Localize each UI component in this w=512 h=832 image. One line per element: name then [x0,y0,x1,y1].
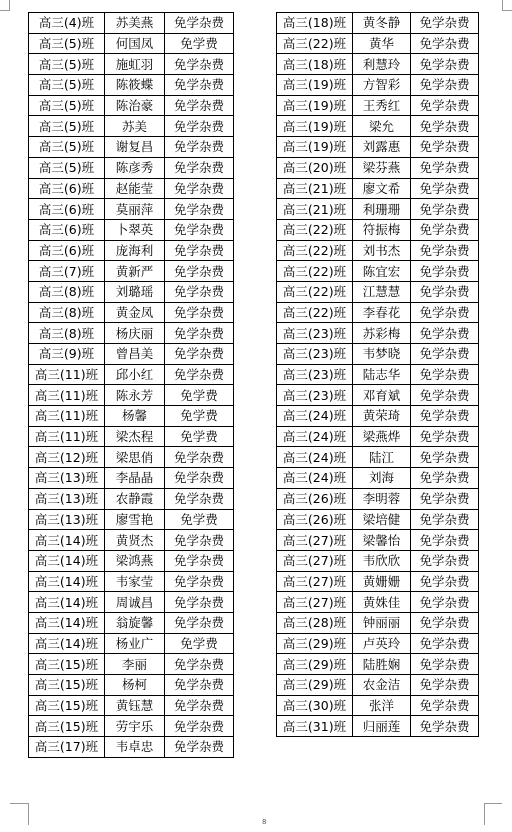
fee-type-cell: 免学杂费 [165,157,234,178]
class-cell: 高三(14)班 [29,530,105,551]
student-name-cell: 陆江 [353,447,411,468]
fee-type-cell: 免学杂费 [411,592,479,613]
student-name-cell: 卜翠英 [105,219,165,240]
table-row [29,695,234,716]
student-name-cell: 周诚昌 [105,592,165,613]
fee-type-cell: 免学杂费 [165,612,234,633]
student-name-cell: 陆胜娴 [353,654,411,675]
student-name-cell: 利珊珊 [353,199,411,220]
student-name-cell: 梁鸿燕 [105,550,165,571]
student-name-cell: 陈宜宏 [353,261,411,282]
fee-type-cell: 免学杂费 [411,75,479,96]
fee-type-cell: 免学杂费 [165,137,234,158]
fee-type-cell: 免学杂费 [165,695,234,716]
class-cell: 高三(23)班 [277,364,353,385]
student-name-cell: 农金洁 [353,675,411,696]
student-name-cell: 刘书杰 [353,240,411,261]
student-name-cell: 庞海利 [105,240,165,261]
student-name-cell: 黄姗姗 [353,571,411,592]
fee-type-cell: 免学杂费 [411,612,479,633]
crop-mark-bottom-right [484,803,502,804]
student-name-cell: 翁旋馨 [105,612,165,633]
fee-type-cell: 免学杂费 [165,447,234,468]
table-row [277,675,479,696]
student-name-cell: 陈治豪 [105,95,165,116]
student-name-cell: 陈永芳 [105,385,165,406]
fee-type-cell: 免学杂费 [411,654,479,675]
class-cell: 高三(21)班 [277,178,353,199]
fee-type-cell: 免学杂费 [411,137,479,158]
class-cell: 高三(15)班 [29,716,105,737]
class-cell: 高三(8)班 [29,281,105,302]
student-name-cell: 梁允 [353,116,411,137]
class-cell: 高三(18)班 [277,13,353,34]
class-cell: 高三(11)班 [29,406,105,427]
fee-type-cell: 免学杂费 [165,281,234,302]
student-fee-table-right [276,12,479,737]
student-name-cell: 廖雪艳 [105,509,165,530]
student-name-cell: 李春花 [353,302,411,323]
student-name-cell: 施虹羽 [105,54,165,75]
table-row [277,530,479,551]
table-row [277,13,479,34]
fee-type-cell: 免学杂费 [411,550,479,571]
class-cell: 高三(14)班 [29,571,105,592]
student-name-cell: 钟丽丽 [353,612,411,633]
table-row [29,261,234,282]
student-name-cell: 梁燕烨 [353,426,411,447]
table-row [29,344,234,365]
class-cell: 高三(14)班 [29,550,105,571]
table-row [29,302,234,323]
crop-mark-bottom-left [28,803,29,825]
student-name-cell: 莫丽萍 [105,199,165,220]
student-name-cell: 归丽莲 [353,716,411,737]
student-name-cell: 黄钰慧 [105,695,165,716]
fee-type-cell: 免学杂费 [165,323,234,344]
fee-type-cell: 免学杂费 [165,488,234,509]
fee-type-cell: 免学杂费 [165,654,234,675]
fee-type-cell: 免学杂费 [411,468,479,489]
class-cell: 高三(14)班 [29,633,105,654]
table-row [29,571,234,592]
fee-type-cell: 免学杂费 [411,530,479,551]
fee-type-cell: 免学杂费 [411,509,479,530]
student-name-cell: 梁杰程 [105,426,165,447]
fee-type-cell: 免学杂费 [411,33,479,54]
fee-type-cell: 免学杂费 [165,240,234,261]
student-name-cell: 刘露惠 [353,137,411,158]
table-row [29,364,234,385]
class-cell: 高三(27)班 [277,530,353,551]
table-row [29,281,234,302]
table-row [29,592,234,613]
fee-type-cell: 免学杂费 [165,571,234,592]
class-cell: 高三(26)班 [277,509,353,530]
table-row [29,530,234,551]
fee-type-cell: 免学杂费 [165,530,234,551]
fee-type-cell: 免学杂费 [411,633,479,654]
class-cell: 高三(15)班 [29,654,105,675]
fee-type-cell: 免学杂费 [411,695,479,716]
class-cell: 高三(5)班 [29,33,105,54]
class-cell: 高三(5)班 [29,157,105,178]
fee-type-cell: 免学费 [165,633,234,654]
fee-type-cell: 免学杂费 [165,468,234,489]
student-name-cell: 黄荣琦 [353,406,411,427]
class-cell: 高三(24)班 [277,447,353,468]
class-cell: 高三(14)班 [29,612,105,633]
table-row [277,240,479,261]
table-row [29,323,234,344]
student-name-cell: 韦梦晓 [353,344,411,365]
crop-mark-bottom-left [10,803,28,804]
table-row [29,612,234,633]
class-cell: 高三(13)班 [29,488,105,509]
class-cell: 高三(29)班 [277,675,353,696]
class-cell: 高三(24)班 [277,426,353,447]
table-row [277,364,479,385]
student-name-cell: 苏美 [105,116,165,137]
student-name-cell: 张洋 [353,695,411,716]
table-row [29,157,234,178]
fee-type-cell: 免学杂费 [165,737,234,758]
class-cell: 高三(5)班 [29,137,105,158]
class-cell: 高三(22)班 [277,281,353,302]
class-cell: 高三(8)班 [29,302,105,323]
fee-type-cell: 免学杂费 [411,240,479,261]
student-name-cell: 韦欣欣 [353,550,411,571]
student-name-cell: 卢英玲 [353,633,411,654]
table-row [277,323,479,344]
fee-type-cell: 免学费 [165,509,234,530]
fee-type-cell: 免学杂费 [165,302,234,323]
table-row [29,75,234,96]
fee-type-cell: 免学杂费 [411,302,479,323]
table-row [277,592,479,613]
student-name-cell: 陆志华 [353,364,411,385]
class-cell: 高三(5)班 [29,54,105,75]
class-cell: 高三(13)班 [29,509,105,530]
class-cell: 高三(26)班 [277,488,353,509]
table-row [29,737,234,758]
class-cell: 高三(6)班 [29,219,105,240]
fee-type-cell: 免学杂费 [165,716,234,737]
student-name-cell: 江慧慧 [353,281,411,302]
student-name-cell: 黄金凤 [105,302,165,323]
crop-mark-top-right [502,0,503,10]
student-name-cell: 李丽 [105,654,165,675]
table-row [277,633,479,654]
class-cell: 高三(23)班 [277,344,353,365]
table-row [277,509,479,530]
table-row [277,695,479,716]
class-cell: 高三(19)班 [277,95,353,116]
table-row [29,488,234,509]
fee-type-cell: 免学杂费 [165,261,234,282]
table-row [29,137,234,158]
fee-type-cell: 免学杂费 [165,54,234,75]
student-name-cell: 劳宇乐 [105,716,165,737]
table-row [277,447,479,468]
student-name-cell: 邓育斌 [353,385,411,406]
student-name-cell: 黄华 [353,33,411,54]
table-row [277,157,479,178]
student-name-cell: 何国凤 [105,33,165,54]
table-row [277,199,479,220]
student-name-cell: 曾昌美 [105,344,165,365]
table-row [29,178,234,199]
student-name-cell: 李晶晶 [105,468,165,489]
table-row [277,75,479,96]
table-row [29,385,234,406]
student-name-cell: 梁馨怡 [353,530,411,551]
fee-type-cell: 免学杂费 [165,364,234,385]
student-name-cell: 杨庆丽 [105,323,165,344]
class-cell: 高三(6)班 [29,178,105,199]
class-cell: 高三(29)班 [277,633,353,654]
student-name-cell: 利慧玲 [353,54,411,75]
table-row [29,199,234,220]
table-row [29,550,234,571]
class-cell: 高三(7)班 [29,261,105,282]
fee-type-cell: 免学杂费 [411,447,479,468]
table-row [277,281,479,302]
table-row [277,219,479,240]
student-name-cell: 赵能莹 [105,178,165,199]
student-name-cell: 梁思俏 [105,447,165,468]
table-row [277,654,479,675]
class-cell: 高三(27)班 [277,550,353,571]
fee-type-cell: 免学杂费 [411,95,479,116]
table-row [277,468,479,489]
class-cell: 高三(6)班 [29,199,105,220]
table-row [277,344,479,365]
table-row [29,54,234,75]
class-cell: 高三(4)班 [29,13,105,34]
class-cell: 高三(28)班 [277,612,353,633]
student-name-cell: 李明蓉 [353,488,411,509]
table-row [29,633,234,654]
fee-type-cell: 免学杂费 [411,116,479,137]
fee-type-cell: 免学杂费 [411,178,479,199]
table-row [277,426,479,447]
fee-type-cell: 免学费 [165,426,234,447]
fee-type-cell: 免学杂费 [411,54,479,75]
class-cell: 高三(19)班 [277,75,353,96]
table-row [29,447,234,468]
class-cell: 高三(11)班 [29,385,105,406]
fee-type-cell: 免学杂费 [411,323,479,344]
fee-type-cell: 免学杂费 [411,281,479,302]
fee-type-cell: 免学杂费 [165,592,234,613]
table-row [277,302,479,323]
class-cell: 高三(5)班 [29,75,105,96]
table-row [277,571,479,592]
table-body [29,13,234,758]
fee-type-cell: 免学杂费 [411,571,479,592]
class-cell: 高三(8)班 [29,323,105,344]
student-name-cell: 王秀红 [353,95,411,116]
class-cell: 高三(11)班 [29,364,105,385]
crop-mark-bottom-right [484,803,485,825]
student-name-cell: 黄姝佳 [353,592,411,613]
student-name-cell: 陈筱蝶 [105,75,165,96]
class-cell: 高三(24)班 [277,468,353,489]
student-name-cell: 刘璐瑶 [105,281,165,302]
fee-type-cell: 免学杂费 [411,716,479,737]
student-name-cell: 苏彩梅 [353,323,411,344]
student-name-cell: 杨业广 [105,633,165,654]
student-name-cell: 农静霞 [105,488,165,509]
fee-type-cell: 免学杂费 [411,199,479,220]
table-body [277,13,479,737]
crop-mark-top-right [502,10,512,11]
class-cell: 高三(27)班 [277,571,353,592]
fee-type-cell: 免学杂费 [411,488,479,509]
crop-mark-top-left [9,0,10,10]
class-cell: 高三(5)班 [29,116,105,137]
table-row [277,116,479,137]
student-name-cell: 符振梅 [353,219,411,240]
table-row [277,178,479,199]
class-cell: 高三(18)班 [277,54,353,75]
student-name-cell: 陈彦秀 [105,157,165,178]
fee-type-cell: 免学杂费 [411,385,479,406]
fee-type-cell: 免学杂费 [411,344,479,365]
class-cell: 高三(22)班 [277,261,353,282]
table-row [277,406,479,427]
class-cell: 高三(22)班 [277,302,353,323]
student-name-cell: 韦卓忠 [105,737,165,758]
class-cell: 高三(19)班 [277,116,353,137]
fee-type-cell: 免学杂费 [411,157,479,178]
table-row [29,509,234,530]
table-row [29,654,234,675]
class-cell: 高三(24)班 [277,406,353,427]
table-row [29,240,234,261]
fee-type-cell: 免学杂费 [165,116,234,137]
fee-type-cell: 免学杂费 [411,261,479,282]
class-cell: 高三(23)班 [277,323,353,344]
table-row [277,95,479,116]
class-cell: 高三(11)班 [29,426,105,447]
student-name-cell: 方智彩 [353,75,411,96]
student-name-cell: 廖文希 [353,178,411,199]
fee-type-cell: 免学杂费 [411,406,479,427]
table-row [29,406,234,427]
class-cell: 高三(27)班 [277,592,353,613]
table-row [277,54,479,75]
class-cell: 高三(30)班 [277,695,353,716]
student-name-cell: 黄冬静 [353,13,411,34]
fee-type-cell: 免学杂费 [165,219,234,240]
table-row [29,33,234,54]
table-row [29,426,234,447]
table-row [29,95,234,116]
student-name-cell: 谢复昌 [105,137,165,158]
class-cell: 高三(5)班 [29,95,105,116]
table-row [277,137,479,158]
page-number: 8 [262,818,267,826]
student-name-cell: 黄新严 [105,261,165,282]
class-cell: 高三(23)班 [277,385,353,406]
fee-type-cell: 免学杂费 [411,675,479,696]
student-name-cell: 黄贤杰 [105,530,165,551]
fee-type-cell: 免学杂费 [411,13,479,34]
fee-type-cell: 免学费 [165,33,234,54]
fee-type-cell: 免学杂费 [165,75,234,96]
table-row [29,716,234,737]
fee-type-cell: 免学杂费 [165,199,234,220]
class-cell: 高三(20)班 [277,157,353,178]
student-name-cell: 韦家莹 [105,571,165,592]
table-row [277,550,479,571]
student-name-cell: 刘海 [353,468,411,489]
table-row [277,488,479,509]
class-cell: 高三(19)班 [277,137,353,158]
fee-type-cell: 免学杂费 [411,426,479,447]
class-cell: 高三(9)班 [29,344,105,365]
student-name-cell: 梁芬燕 [353,157,411,178]
class-cell: 高三(29)班 [277,654,353,675]
student-name-cell: 梁培健 [353,509,411,530]
class-cell: 高三(22)班 [277,219,353,240]
student-name-cell: 邱小红 [105,364,165,385]
table-row [29,468,234,489]
class-cell: 高三(13)班 [29,468,105,489]
crop-mark-top-left [0,10,10,11]
class-cell: 高三(6)班 [29,240,105,261]
fee-type-cell: 免学费 [165,385,234,406]
fee-type-cell: 免学杂费 [165,178,234,199]
fee-type-cell: 免学杂费 [165,344,234,365]
student-name-cell: 杨柯 [105,675,165,696]
student-name-cell: 杨馨 [105,406,165,427]
class-cell: 高三(17)班 [29,737,105,758]
class-cell: 高三(22)班 [277,240,353,261]
table-row [277,385,479,406]
class-cell: 高三(15)班 [29,695,105,716]
student-name-cell: 苏美燕 [105,13,165,34]
table-row [29,13,234,34]
table-row [277,33,479,54]
class-cell: 高三(21)班 [277,199,353,220]
fee-type-cell: 免学杂费 [411,364,479,385]
class-cell: 高三(31)班 [277,716,353,737]
table-row [277,716,479,737]
table-row [29,116,234,137]
fee-type-cell: 免学杂费 [411,219,479,240]
class-cell: 高三(14)班 [29,592,105,613]
class-cell: 高三(22)班 [277,33,353,54]
table-row [29,219,234,240]
fee-type-cell: 免学杂费 [165,675,234,696]
class-cell: 高三(15)班 [29,675,105,696]
table-row [277,261,479,282]
fee-type-cell: 免学费 [165,406,234,427]
fee-type-cell: 免学杂费 [165,95,234,116]
student-fee-table-left [28,12,234,758]
fee-type-cell: 免学杂费 [165,13,234,34]
table-row [277,612,479,633]
table-row [29,675,234,696]
class-cell: 高三(12)班 [29,447,105,468]
fee-type-cell: 免学杂费 [165,550,234,571]
